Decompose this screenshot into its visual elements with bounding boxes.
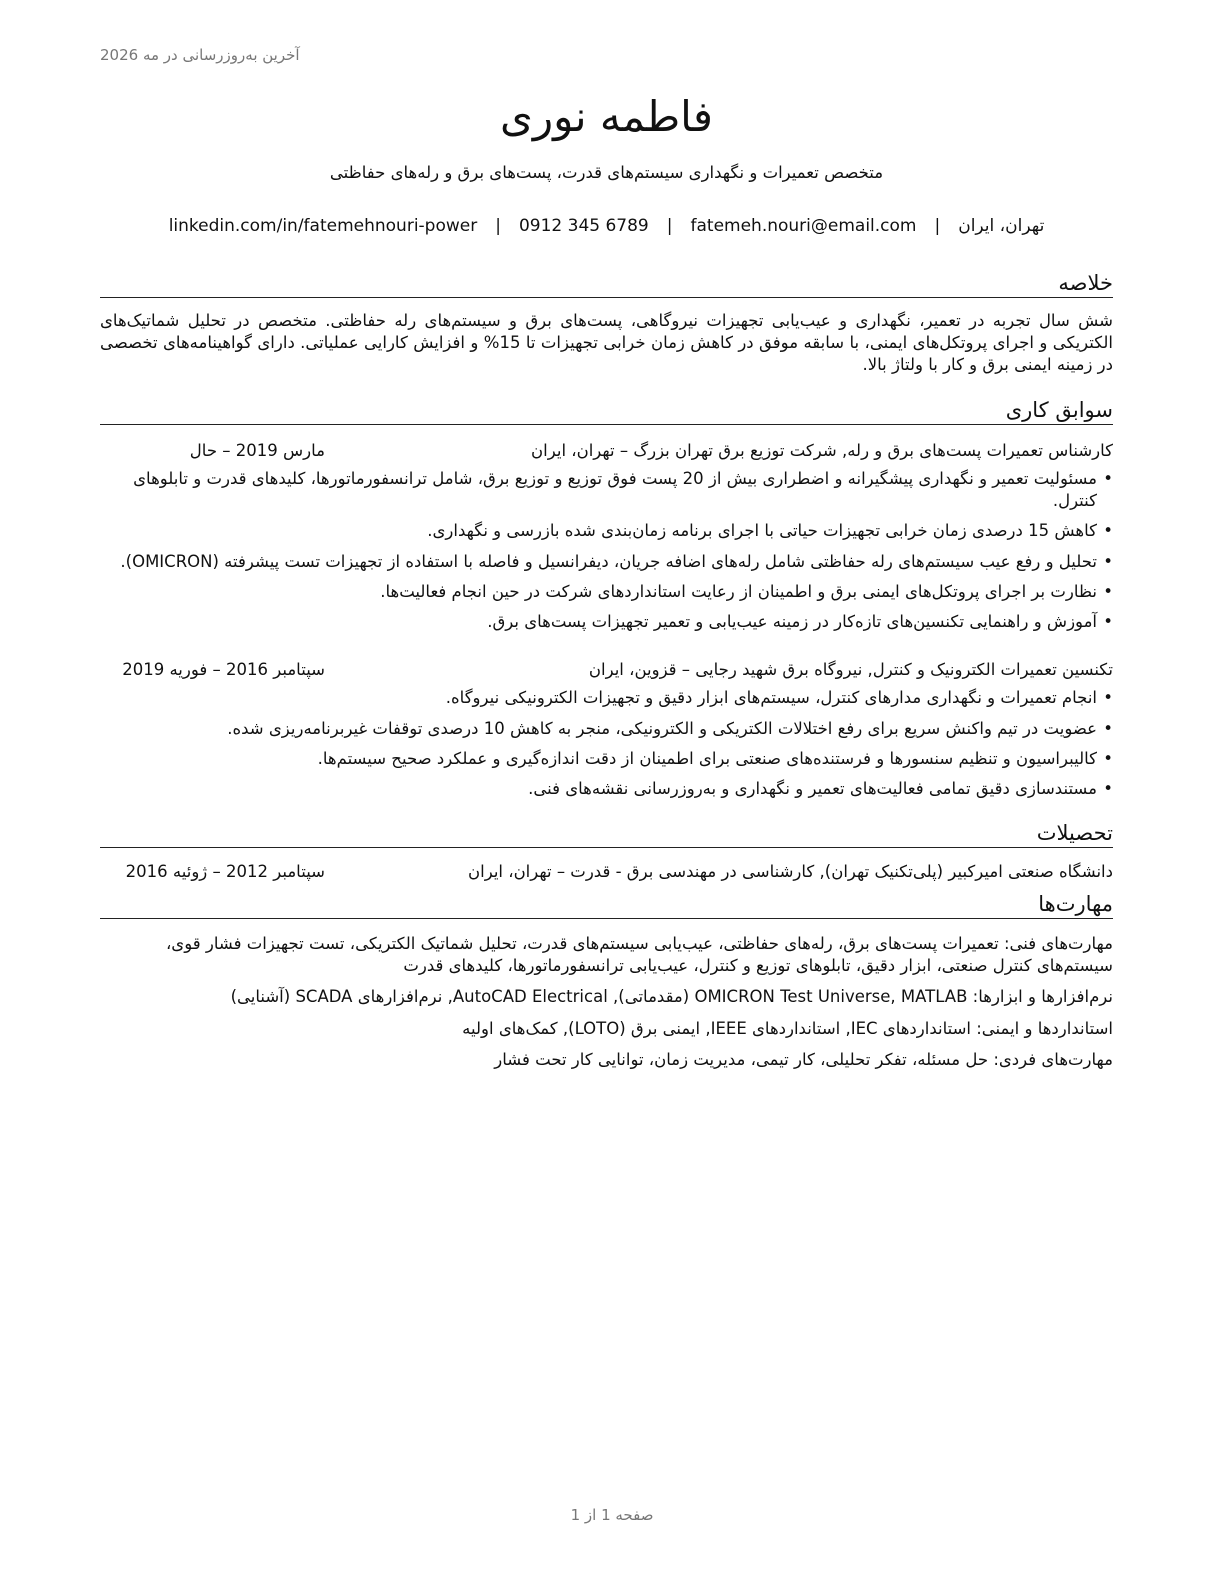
- education-dates: سپتامبر 2012 – ژوئیه 2016: [125, 862, 325, 882]
- contact-separator: |: [666, 215, 673, 236]
- job-bullet: • مسئولیت تعمیر و نگهداری پیشگیرانه و اضطراری بیش از 20 پست فوق توزیع و توزیع برق، شامل ترانسفورماتورها، کلیدهای قدرت و تابلوهای کنترل.: [100, 468, 1113, 511]
- job-entry: [100, 659, 1113, 800]
- summary-text: شش سال تجربه در تعمیر، نگهداری و عیب‌یابی تجهیزات نیروگاهی، پست‌های برق و سیستم‌های رله حفاظتی. متخصص در تحلیل شماتیک‌های الکتریکی و اجرای پروتکل‌های ایمنی، با سابقه موفق در کاهش زمان خرابی تجهیزات تا 15% و افزایش کارایی عملیاتی. دارای گواهینامه‌های تخصصی در زمینه ایمنی برق و کار با ولتاژ بالا.: [100, 310, 1113, 375]
- job-entry: [100, 440, 1113, 633]
- job-bullet: • عضویت در تیم واکنش سریع برای رفع اختلالات الکتریکی و الکترونیکی، منجر به کاهش 10 درصدی توقفات غیربرنامه‌ریزی شده.: [100, 718, 1113, 739]
- education-entry: [100, 862, 1113, 881]
- last-updated-note: آخرین به‌روزرسانی در مه 2026: [100, 46, 300, 64]
- skill-row-personal: مهارت‌های فردی: حل مسئله، تفکر تحلیلی، کار تیمی، مدیریت زمان، توانایی کار تحت فشار: [494, 1050, 1113, 1070]
- contact-bar: [100, 216, 1113, 236]
- skills-heading: مهارت‌ها: [100, 891, 1113, 919]
- job-bullet: • کاهش 15 درصدی زمان خرابی تجهیزات حیاتی با اجرای برنامه زمان‌بندی شده بازرسی و نگهداری.: [100, 520, 1113, 541]
- candidate-headline: متخصص تعمیرات و نگهداری سیستم‌های قدرت، پست‌های برق و رله‌های حفاظتی: [329, 162, 884, 182]
- skill-row-software: نرم‌افزارها و ابزارها: OMICRON Test Universe, MATLAB (مقدماتی), AutoCAD Electrical, نرم‌افزارهای SCADA (آشنایی): [230, 987, 1113, 1007]
- job-bullet: • نظارت بر اجرای پروتکل‌های ایمنی برق و اطمینان از رعایت استانداردهای شرکت در حین انجام فعالیت‌ها.: [100, 581, 1113, 602]
- job-bullet: • کالیبراسیون و تنظیم سنسورها و فرستنده‌های صنعتی برای اطمینان از دقت اندازه‌گیری و عملکرد صحیح سیستم‌ها.: [100, 748, 1113, 769]
- education-heading: تحصیلات: [100, 820, 1113, 848]
- contact-separator: |: [495, 215, 501, 236]
- contact-email[interactable]: fatemeh.nouri@email.com: [690, 215, 917, 236]
- contact-phone[interactable]: 0912 345 6789: [518, 215, 649, 236]
- skill-row-technical: مهارت‌های فنی: تعمیرات پست‌های برق، رله‌های حفاظتی، عیب‌یابی سیستم‌های قدرت، تحلیل شماتیک الکتریکی، تست تجهیزات فشار قوی، سیستم‌های کنترل صنعتی، ابزار دقیق، تابلوهای توزیع و کنترل، عیب‌یابی ترانسفورماتورها، کلیدهای قدرت: [165, 934, 1113, 975]
- page-number: صفحه 1 از 1: [570, 1506, 654, 1524]
- candidate-name: فاطمه نوری: [500, 92, 713, 141]
- education-degree-line: دانشگاه صنعتی امیرکبیر (پلی‌تکنیک تهران), کارشناسی در مهندسی برق - قدرت – تهران، ایران: [468, 862, 1113, 882]
- contact-location: تهران، ایران: [958, 215, 1045, 236]
- job-bullet: • تحلیل و رفع عیب سیستم‌های رله حفاظتی شامل رله‌های اضافه جریان، دیفرانسیل و فاصله با استفاده از تجهیزات تست پیشرفته (OMICRON).: [100, 551, 1113, 572]
- job-bullets: [100, 468, 1113, 633]
- skill-row-standards: استانداردها و ایمنی: استانداردهای IEC, استانداردهای IEEE, ایمنی برق (LOTO), کمک‌های اولیه: [462, 1018, 1113, 1038]
- summary-heading: خلاصه: [100, 270, 1113, 298]
- contact-separator: |: [934, 215, 941, 236]
- job-dates: مارس 2019 – حال: [189, 440, 325, 460]
- job-dates: سپتامبر 2016 – فوریه 2019: [122, 659, 325, 679]
- job-bullet: • مستندسازی دقیق تمامی فعالیت‌های تعمیر و نگهداری و به‌روزرسانی نقشه‌های فنی.: [100, 778, 1113, 799]
- skills-list: [100, 933, 1113, 1070]
- contact-linkedin[interactable]: linkedin.com/in/fatemehnouri-power: [168, 215, 478, 236]
- job-title-line: کارشناس تعمیرات پست‌های برق و رله, شرکت توزیع برق تهران بزرگ – تهران، ایران: [531, 440, 1113, 460]
- job-bullet: • انجام تعمیرات و نگهداری مدارهای کنترل، سیستم‌های ابزار دقیق و تجهیزات الکترونیکی نیروگاه.: [100, 687, 1113, 708]
- job-bullets: [100, 687, 1113, 800]
- job-title-line: تکنسین تعمیرات الکترونیک و کنترل, نیروگاه برق شهید رجایی – قزوین، ایران: [588, 659, 1113, 679]
- job-bullet: • آموزش و راهنمایی تکنسین‌های تازه‌کار در زمینه عیب‌یابی و تعمیر تجهیزات پست‌های برق.: [100, 611, 1113, 632]
- resume-page: [100, 90, 1113, 1081]
- experience-heading: سوابق کاری: [100, 397, 1113, 425]
